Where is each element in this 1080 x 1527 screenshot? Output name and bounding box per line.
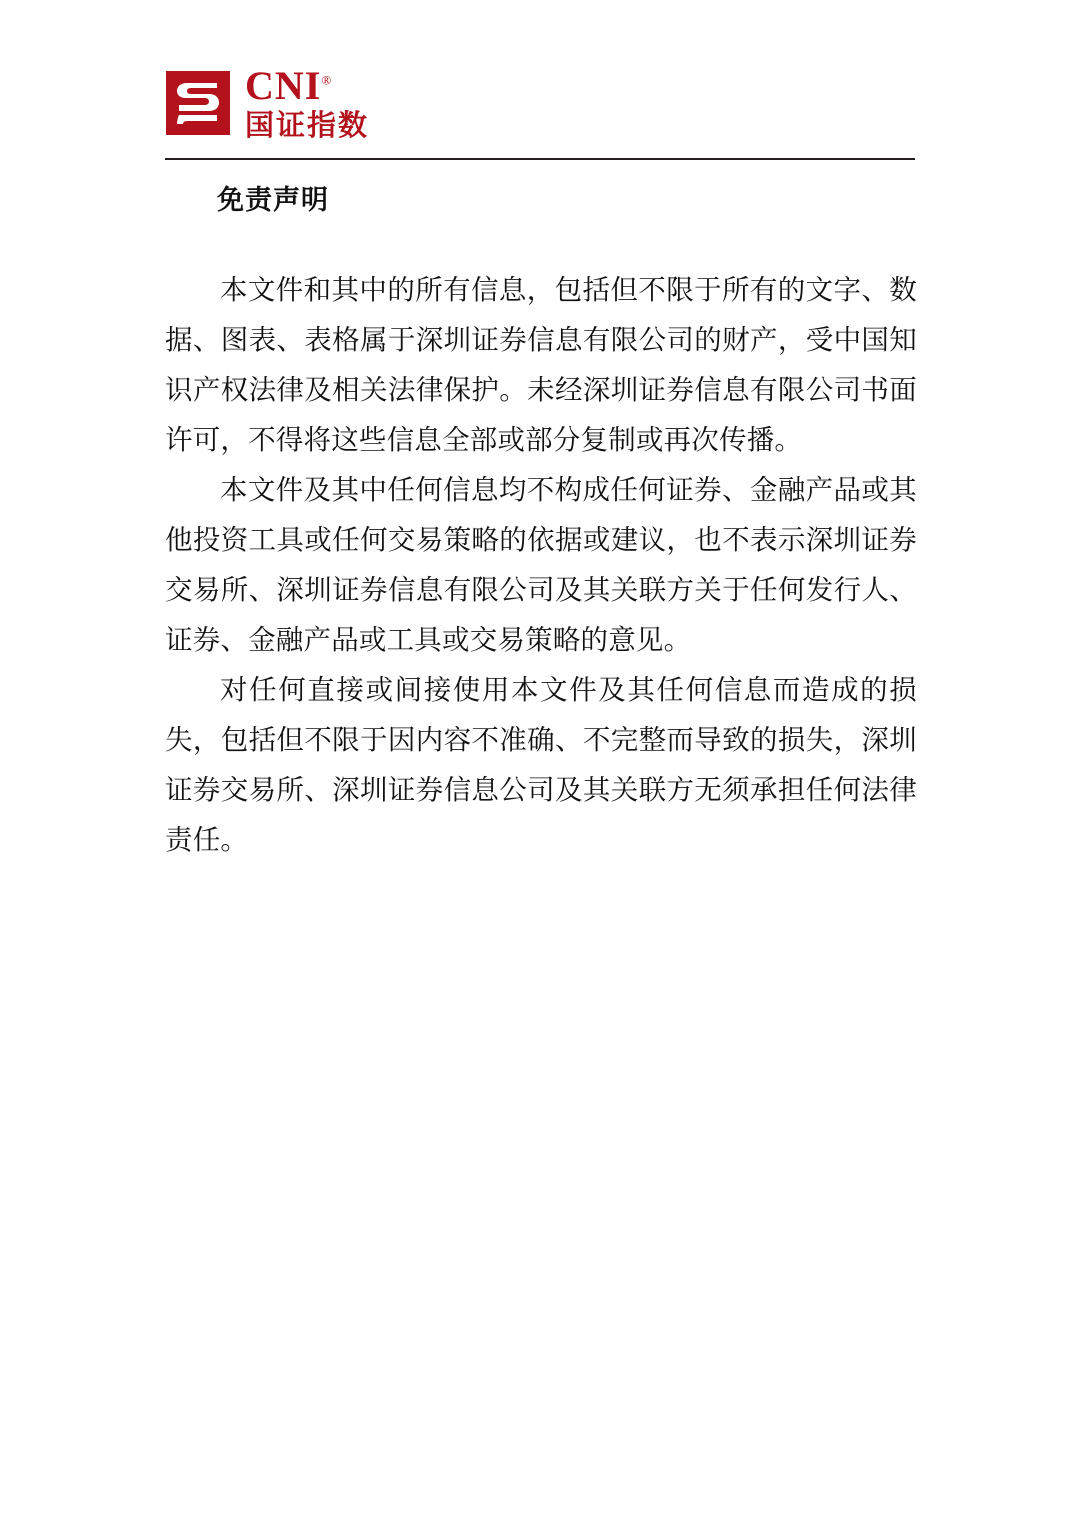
cni-logo-latin	[245, 62, 369, 108]
cni-logo-chinese: 国证指数	[245, 109, 370, 142]
cni-logo-text	[245, 62, 370, 142]
cni-logo-mark	[165, 70, 231, 136]
disclaimer-body	[165, 265, 917, 865]
document-content	[165, 170, 917, 865]
cni-logo	[165, 58, 915, 148]
disclaimer-paragraph-2: 本文件及其中任何信息均不构成任何证券、金融产品或其他投资工具或任何交易策略的依据或建议，也不表示深圳证券交易所、深圳证券信息有限公司及其关联方关于任何发行人、证券、金融产品或工具或交易策略的意见。	[165, 474, 917, 656]
disclaimer-paragraph-1: 本文件和其中的所有信息，包括但不限于所有的文字、数据、图表、表格属于深圳证券信息有限公司的财产，受中国知识产权法律及相关法律保护。未经深圳证券信息有限公司书面许可，不得将这些信息全部或部分复制或再次传播。	[165, 274, 917, 456]
header-divider	[165, 158, 915, 160]
disclaimer-paragraph-3: 对任何直接或间接使用本文件及其任何信息而造成的损失，包括但不限于因内容不准确、不完整而导致的损失，深圳证券交易所、深圳证券信息公司及其关联方无须承担任何法律责任。	[165, 674, 917, 856]
page-header	[165, 58, 915, 158]
page-title: 免责声明	[217, 185, 329, 215]
cni-logo-latin-text: CNI	[245, 62, 322, 108]
registered-trademark-icon: ®	[321, 72, 333, 88]
